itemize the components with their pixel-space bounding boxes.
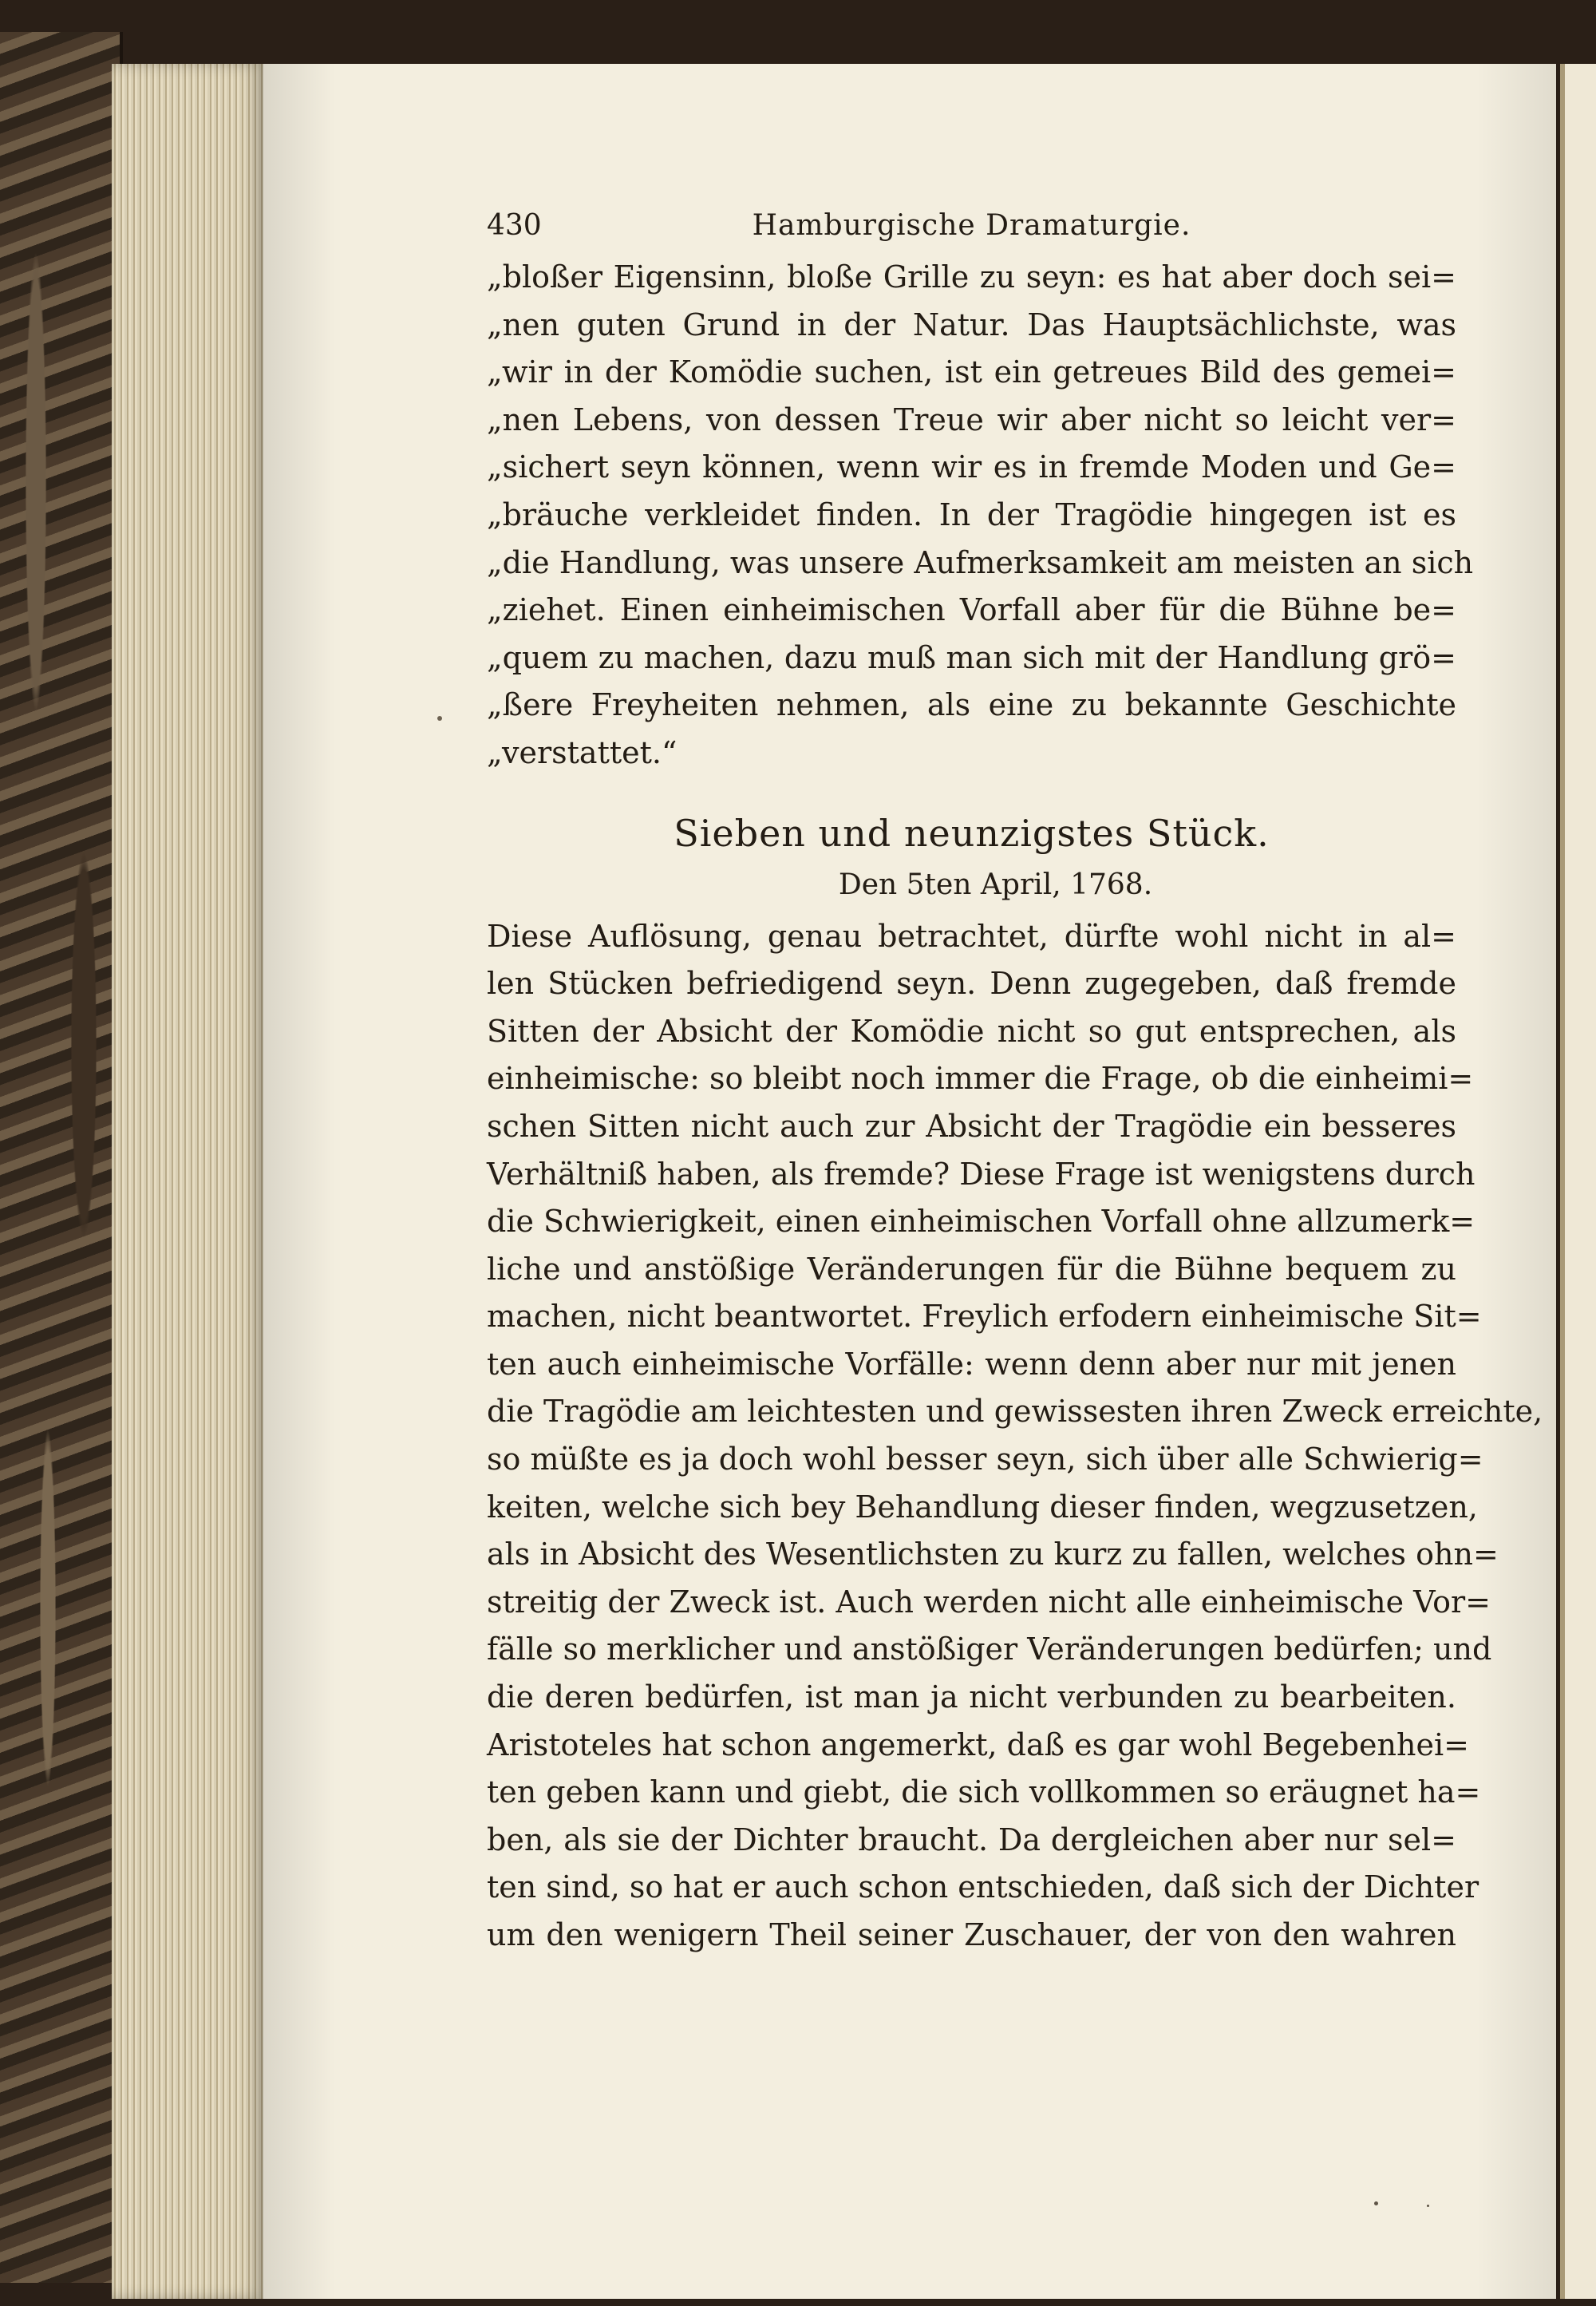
text-line: len Stücken befriedigend seyn. Denn zugegeben, daß fremde <box>487 966 1456 1002</box>
text-line: „bloßer Eigensinn, bloße Grille zu seyn: es hat aber doch sei= <box>487 259 1456 295</box>
text-line: „die Handlung, was unsere Aufmerksamkeit am meisten an sich <box>487 544 1474 580</box>
text-line: Sitten der Absicht der Komödie nicht so gut entsprechen, als <box>487 1013 1456 1049</box>
text-line: einheimische: so bleibt noch immer die Frage, ob die einheimi= <box>487 1061 1474 1097</box>
text-line: Aristoteles hat schon angemerkt, daß es gar wohl Begebenhei= <box>487 1727 1469 1762</box>
facing-page-edge <box>1560 64 1596 2299</box>
text-line: keiten, welche sich bey Behandlung dieser finden, wegzusetzen, <box>487 1489 1478 1525</box>
section-date: Den 5ten April, 1768. <box>838 868 1153 901</box>
text-line: so müßte es ja doch wohl besser seyn, sich über alle Schwierig= <box>487 1442 1483 1477</box>
ink-speck <box>1427 2205 1429 2207</box>
page-number: 430 <box>487 209 542 242</box>
text-line: die deren bedürfen, ist man ja nicht verbunden zu bearbeiten. <box>487 1679 1456 1715</box>
ink-speck <box>1374 2201 1378 2205</box>
text-line: um den wenigern Theil seiner Zuschauer, der von den wahren <box>487 1917 1456 1952</box>
text-line: machen, nicht beantwortet. Freylich erfodern einheimische Sit= <box>487 1299 1482 1335</box>
text-line: „wir in der Komödie suchen, ist ein getreues Bild des gemei= <box>487 354 1456 390</box>
text-line: ten auch einheimische Vorfälle: wenn denn aber nur mit jenen <box>487 1346 1456 1382</box>
text-line: die Tragödie am leichtesten und gewissesten ihren Zweck erreichte, <box>487 1394 1543 1430</box>
text-line: „quem zu machen, dazu muß man sich mit der Handlung grö= <box>487 639 1456 675</box>
page-header <box>487 206 1456 254</box>
section-title: Sieben und neunzigstes Stück. <box>674 811 1270 855</box>
marbled-cover <box>0 32 123 2283</box>
text-line: schen Sitten nicht auch zur Absicht der Tragödie ein besseres <box>487 1108 1456 1144</box>
text-line: „sichert seyn können, wenn wir es in fremde Moden und Ge= <box>487 449 1456 485</box>
text-line: Diese Auflösung, genau betrachtet, dürfte wohl nicht in al= <box>487 918 1456 954</box>
body-passage <box>487 913 1543 1960</box>
text-line: fälle so merklicher und anstößiger Veränderungen bedürfen; und <box>487 1632 1492 1667</box>
text-line: „ßere Freyheiten nehmen, als eine zu bekannte Geschichte <box>487 687 1456 723</box>
text-line: streitig der Zweck ist. Auch werden nicht alle einheimische Vor= <box>487 1584 1491 1620</box>
text-line: „nen guten Grund in der Natur. Das Hauptsächlichste, was <box>487 307 1456 342</box>
text-line: ben, als sie der Dichter braucht. Da dergleichen aber nur sel= <box>487 1821 1456 1857</box>
text-line: liche und anstößige Veränderungen für die Bühne bequem zu <box>487 1251 1456 1287</box>
page-edges <box>112 64 263 2299</box>
running-title: Hamburgische Dramaturgie. <box>752 209 1191 242</box>
text-line: als in Absicht des Wesentlichsten zu kurz zu fallen, welches ohn= <box>487 1537 1499 1572</box>
text-block <box>487 206 1543 1960</box>
quoted-passage <box>487 254 1474 777</box>
text-line: ten sind, so hat er auch schon entschieden, daß sich der Dichter <box>487 1869 1479 1905</box>
text-line: ten geben kann und giebt, die sich vollkommen so eräugnet ha= <box>487 1774 1481 1810</box>
text-line: „bräuche verkleidet finden. In der Tragödie hingegen ist es <box>487 496 1456 532</box>
margin-mark <box>437 716 442 721</box>
text-line: Verhältniß haben, als fremde? Diese Frage ist wenigstens durch <box>487 1156 1476 1192</box>
text-line: „nen Lebens, von dessen Treue wir aber nicht so leicht ver= <box>487 401 1456 437</box>
text-line: die Schwierigkeit, einen einheimischen Vorfall ohne allzumerk= <box>487 1204 1476 1240</box>
text-line: „verstattet.“ <box>487 734 678 770</box>
text-line: „ziehet. Einen einheimischen Vorfall aber für die Bühne be= <box>487 592 1456 628</box>
